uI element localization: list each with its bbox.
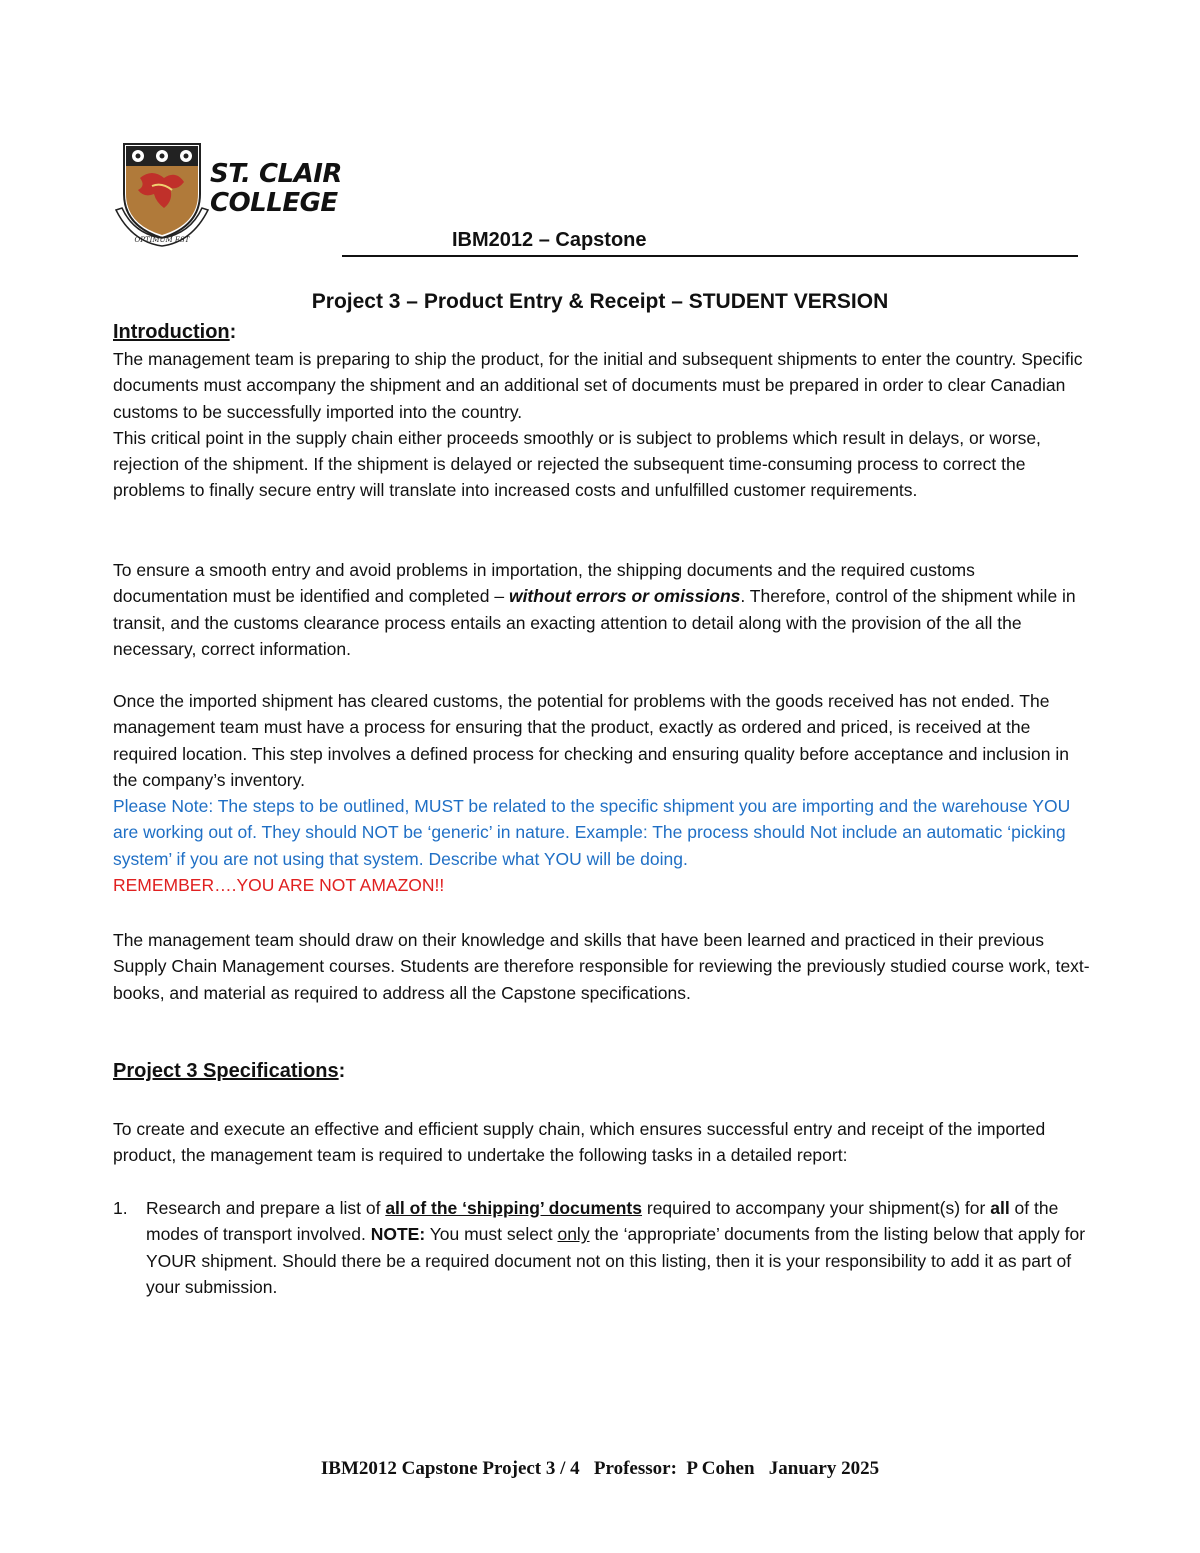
intro-p3-text-b: . Therefore, control of the shipment while in transit, and the customs clearance process entails an exacting attention to detail along with the provision of the all the necessary, correct information. bbox=[113, 586, 1076, 659]
introduction-heading-colon: : bbox=[229, 321, 237, 343]
intro-note-red: REMEMBER….YOU ARE NOT AMAZON!! bbox=[113, 875, 445, 896]
intro-note-blue: Please Note: The steps to be outlined, MUST be related to the specific shipment you are importing and the warehouse YOU are working out of. They should NOT be ‘generic’ in nature. Example: The process should Not include an automatic ‘picking system’ if you are not using that system. Describe what YOU will be doing. bbox=[113, 796, 1071, 869]
item1-text-3: required to accompany your shipment(s) for bbox=[642, 1198, 991, 1218]
intro-paragraph-5: The management team should draw on their knowledge and skills that have been learned and practiced in their previous Supply Chain Management courses. Students are therefore responsible for reviewing the previously studied course work, text- books, and material as required to address all the Capstone specifications. bbox=[113, 930, 1090, 1003]
item1-text-7: You must select bbox=[425, 1224, 558, 1245]
intro-paragraph-4: Once the imported shipment has cleared customs, the potential for problems with the goods received has not ended. The management team must have a process for ensuring that the product, exactly as ordered and priced, is received at the required location. This step involves a defined process for checking and ensuring quality before acceptance and inclusion in the company’s inventory. bbox=[113, 691, 1069, 790]
wordmark-line-2: COLLEGE bbox=[210, 188, 338, 218]
intro-p3-text-a: To ensure a smooth entry and avoid problems in importation, the shipping documents and the required customs documentation must be identified and completed – bbox=[113, 560, 975, 607]
item1-all: all bbox=[990, 1198, 1010, 1218]
crest-shield bbox=[124, 144, 200, 238]
intro-paragraph-2: This critical point in the supply chain either proceeds smoothly or is subject to problems which result in delays, or worse, rejection of the shipment. If the shipment is delayed or rejected the subsequent time-consuming process to correct the problems to finally secure entry will translate into increased costs and unfulfilled customer requirements. bbox=[113, 427, 1041, 501]
introduction-body bbox=[113, 346, 1093, 504]
intro-paragraph-4-block bbox=[113, 688, 1093, 898]
intro-paragraph-1: The management team is preparing to ship the product, for the initial and subsequent shipments to enter the country. Specific documents must accompany the shipment and an additional set of documents must be prepared in order to clear Canadian customs to be successfully imported into the country. bbox=[113, 349, 1083, 422]
intro-paragraph-3 bbox=[113, 557, 1093, 662]
wordmark-line-1: ST. CLAIR bbox=[210, 159, 342, 189]
item1-text-1: Research and prepare a list of bbox=[146, 1198, 386, 1218]
list-item-content bbox=[146, 1195, 1093, 1300]
intro-p3-emphasis: without errors or omissions bbox=[508, 586, 741, 607]
introduction-heading bbox=[113, 318, 236, 346]
introduction-heading-text: Introduction bbox=[113, 321, 230, 343]
page-footer: IBM2012 Capstone Project 3 / 4 Professor: P Cohen January 2025 bbox=[320, 1458, 880, 1479]
item1-text-5: of the modes of transport involved. bbox=[146, 1198, 1059, 1245]
specifications-intro: To create and execute an effective and efficient supply chain, which ensures successful entry and receipt of the imported product, the management team is required to undertake the following tasks in a detailed report: bbox=[113, 1119, 1046, 1166]
item1-only: only bbox=[557, 1224, 590, 1245]
crest-motto: OPTIMUM EST bbox=[134, 236, 190, 244]
course-title: IBM2012 – Capstone bbox=[452, 229, 647, 251]
item1-shipping-documents: all of the ‘shipping’ documents bbox=[385, 1198, 642, 1218]
specifications-heading bbox=[113, 1057, 345, 1085]
list-item-number: 1. bbox=[113, 1198, 128, 1218]
course-title-line bbox=[342, 225, 1078, 257]
item1-text-9: the ‘appropriate’ documents from the listing below that apply for YOUR shipment. Should there be a required document not on this listing, then it is your responsibility to add it as part of your submission. bbox=[146, 1224, 1086, 1297]
specifications-heading-text: Project 3 Specifications bbox=[113, 1060, 339, 1082]
specifications-heading-colon: : bbox=[338, 1060, 346, 1082]
item1-note-label: NOTE: bbox=[370, 1224, 426, 1245]
project-title: Project 3 – Product Entry & Receipt – STUDENT VERSION bbox=[311, 290, 889, 313]
college-wordmark bbox=[210, 160, 342, 218]
